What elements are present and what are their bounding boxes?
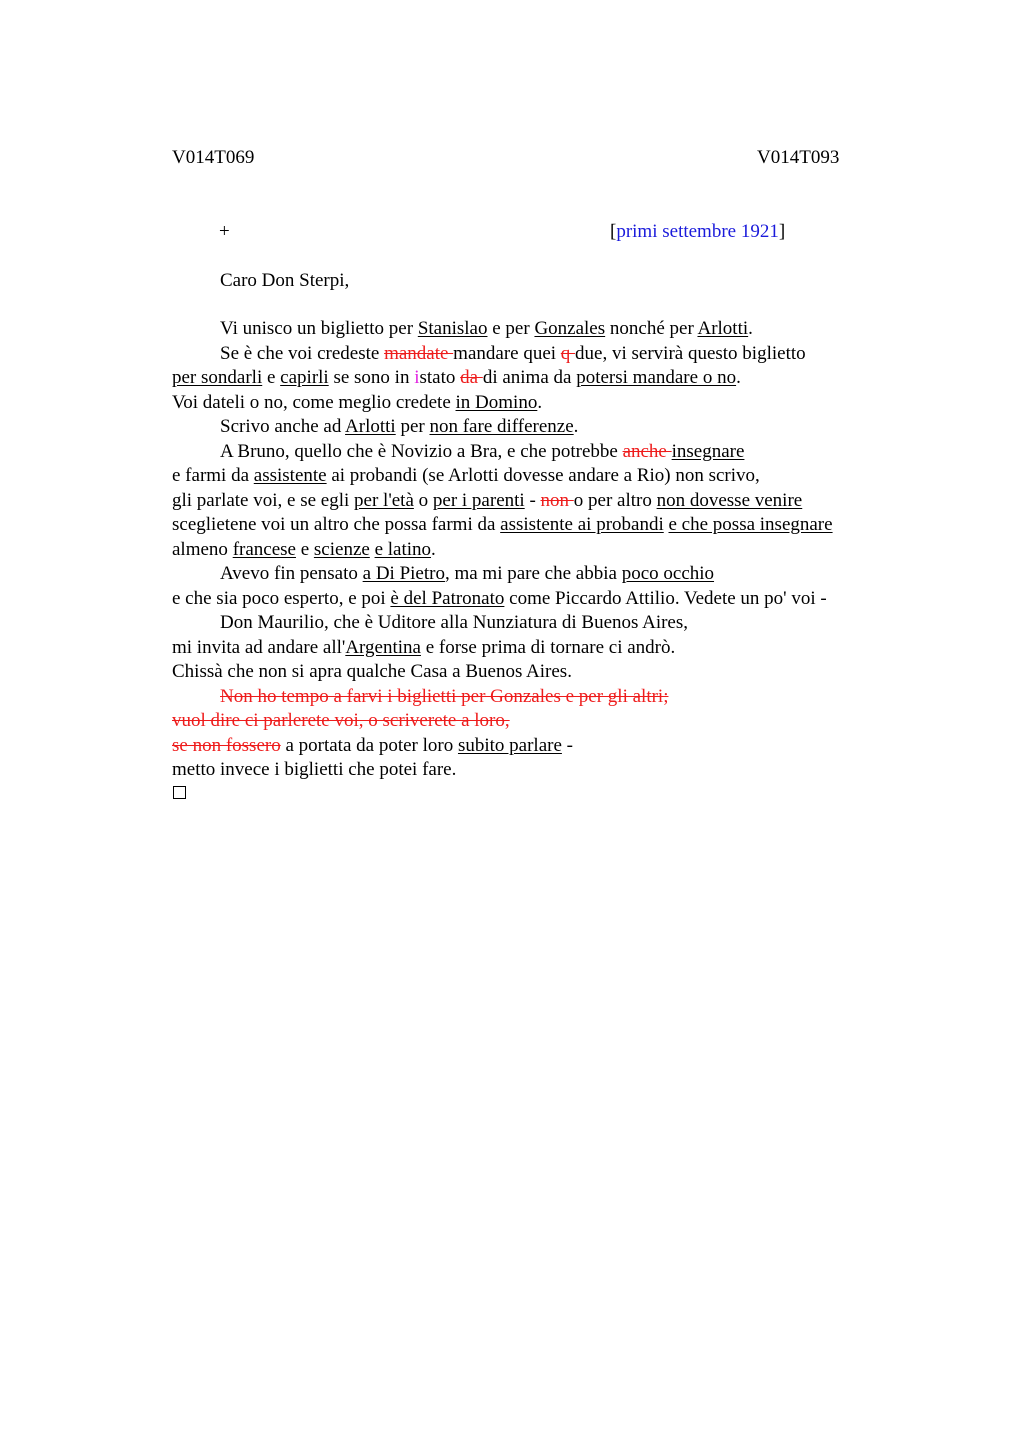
text-segment: . <box>736 367 741 388</box>
letter-line <box>172 709 932 734</box>
underlined-text: poco occhio <box>621 563 715 584</box>
text-segment: e forse prima di tornare ci andrò. <box>420 636 676 658</box>
text-segment: e <box>295 538 314 560</box>
end-of-text-box-icon <box>173 786 186 799</box>
underlined-text: non fare differenze <box>429 416 574 437</box>
underlined-text: capirli <box>280 367 329 388</box>
deleted-text: q <box>560 342 576 364</box>
text-segment: o <box>413 489 433 511</box>
underlined-text: e latino <box>374 538 432 560</box>
text-segment: Don Maurilio, che è Uditore alla Nunziatura di Buenos Aires, <box>220 612 689 633</box>
underlined-text: Arlotti <box>697 318 749 339</box>
text-segment: ai probandi (se Arlotti dovesse andare a Rio) non scrivo, <box>326 465 760 486</box>
underlined-text: Stanislao <box>417 318 488 339</box>
letter-line <box>172 538 932 563</box>
letter-line <box>172 587 932 612</box>
text-segment: A Bruno, quello che è Novizio a Bra, e che potrebbe <box>220 440 623 462</box>
date-open-bracket: [ <box>610 221 617 242</box>
deleted-text: non <box>540 489 574 511</box>
letter-line <box>172 342 932 367</box>
letter-line <box>172 758 932 783</box>
text-segment: . <box>537 391 543 413</box>
letter-line <box>172 660 932 685</box>
text-segment: e per <box>487 318 535 339</box>
letter-line <box>172 464 932 489</box>
letter-line <box>172 489 932 514</box>
underlined-text: Gonzales <box>534 318 606 339</box>
underlined-text: scienze <box>313 538 370 560</box>
underlined-text: per sondarli <box>172 367 263 388</box>
text-segment: - <box>524 489 541 511</box>
document-code-right: V014T093 <box>757 147 840 168</box>
text-segment: , ma mi pare che abbia <box>444 563 622 584</box>
text-segment: . <box>748 318 753 339</box>
text-segment: due, vi servirà questo biglietto <box>575 342 806 364</box>
underlined-text: assistente ai probandi <box>500 514 664 535</box>
text-segment: di anima da <box>482 367 577 388</box>
text-segment: e farmi da <box>172 465 254 486</box>
deleted-text: mandate <box>384 342 454 364</box>
underlined-text: subito parlare <box>457 734 562 756</box>
cross-mark: + <box>219 221 230 242</box>
text-segment: mandare quei <box>453 342 561 364</box>
letter-line <box>172 440 932 465</box>
text-segment: se sono in <box>328 367 415 388</box>
deleted-text: se non fossero <box>172 734 281 756</box>
letter-line <box>172 734 932 759</box>
underlined-text: francese <box>232 538 296 560</box>
text-segment: mi invita ad andare all' <box>172 636 346 658</box>
text-segment: - <box>561 734 573 756</box>
inserted-letter: i <box>414 367 420 388</box>
text-segment: o per altro <box>573 489 657 511</box>
document-code-left: V014T069 <box>172 147 255 168</box>
text-segment: Chissà che non si apra qualche Casa a Buenos Aires. <box>172 661 572 682</box>
text-segment: e <box>262 367 281 388</box>
letter-line <box>172 636 932 661</box>
letter-body <box>172 317 932 783</box>
text-segment: Se è che voi credeste <box>220 342 385 364</box>
underlined-text: è del Patronato <box>390 587 505 609</box>
text-segment: nonché per <box>605 318 698 339</box>
letter-line <box>172 317 932 342</box>
date-text: primi settembre 1921 <box>616 221 779 242</box>
text-segment: Voi dateli o no, come meglio credete <box>172 391 456 413</box>
underlined-text: per i parenti <box>432 489 525 511</box>
underlined-text: assistente <box>253 465 327 486</box>
underlined-text: in Domino <box>455 391 538 413</box>
text-segment: a portata da poter loro <box>280 734 458 756</box>
text-segment: almeno <box>172 538 233 560</box>
text-segment: come Piccardo Attilio. Vedete un po' voi - <box>504 587 827 609</box>
underlined-text: potersi mandare o no <box>576 367 737 388</box>
letter-line <box>172 685 932 710</box>
underlined-text: insegnare <box>671 440 745 462</box>
letter-line <box>172 562 932 587</box>
deleted-text: Non ho tempo a farvi i biglietti per Gonzales e per gli altri; <box>220 685 669 707</box>
letter-line <box>172 513 932 538</box>
editorial-date <box>610 221 785 243</box>
underlined-text: non dovesse venire <box>656 489 803 511</box>
letter-line <box>172 391 932 416</box>
date-close-bracket: ] <box>778 221 786 242</box>
underlined-text: a Di Pietro <box>362 563 445 584</box>
underlined-text: e che possa insegnare <box>668 514 833 535</box>
text-segment: sceglietene voi un altro che possa farmi da <box>172 514 501 535</box>
text-segment: stato <box>419 367 461 388</box>
text-segment: Avevo fin pensato <box>220 563 363 584</box>
underlined-text: per l'età <box>354 489 414 511</box>
letter-line <box>172 415 932 440</box>
underlined-text: Arlotti <box>345 416 396 437</box>
text-segment: Scrivo anche ad <box>220 416 346 437</box>
text-segment: . <box>573 416 579 437</box>
letter-line <box>172 611 932 636</box>
text-segment: . <box>431 538 436 560</box>
text-segment: Vi unisco un biglietto per <box>220 318 418 339</box>
letter-line <box>172 366 932 391</box>
deleted-text: da <box>460 367 483 388</box>
text-segment: metto invece i biglietti che potei fare. <box>172 759 457 780</box>
salutation: Caro Don Sterpi, <box>220 270 350 291</box>
text-segment: per <box>395 416 430 437</box>
deleted-text: anche <box>622 440 672 462</box>
text-segment: e che sia poco esperto, e poi <box>172 587 391 609</box>
text-segment: gli parlate voi, e se egli <box>172 489 355 511</box>
underlined-text: Argentina <box>345 636 421 658</box>
deleted-text: vuol dire ci parlerete voi, o scriverete a loro, <box>172 710 510 731</box>
